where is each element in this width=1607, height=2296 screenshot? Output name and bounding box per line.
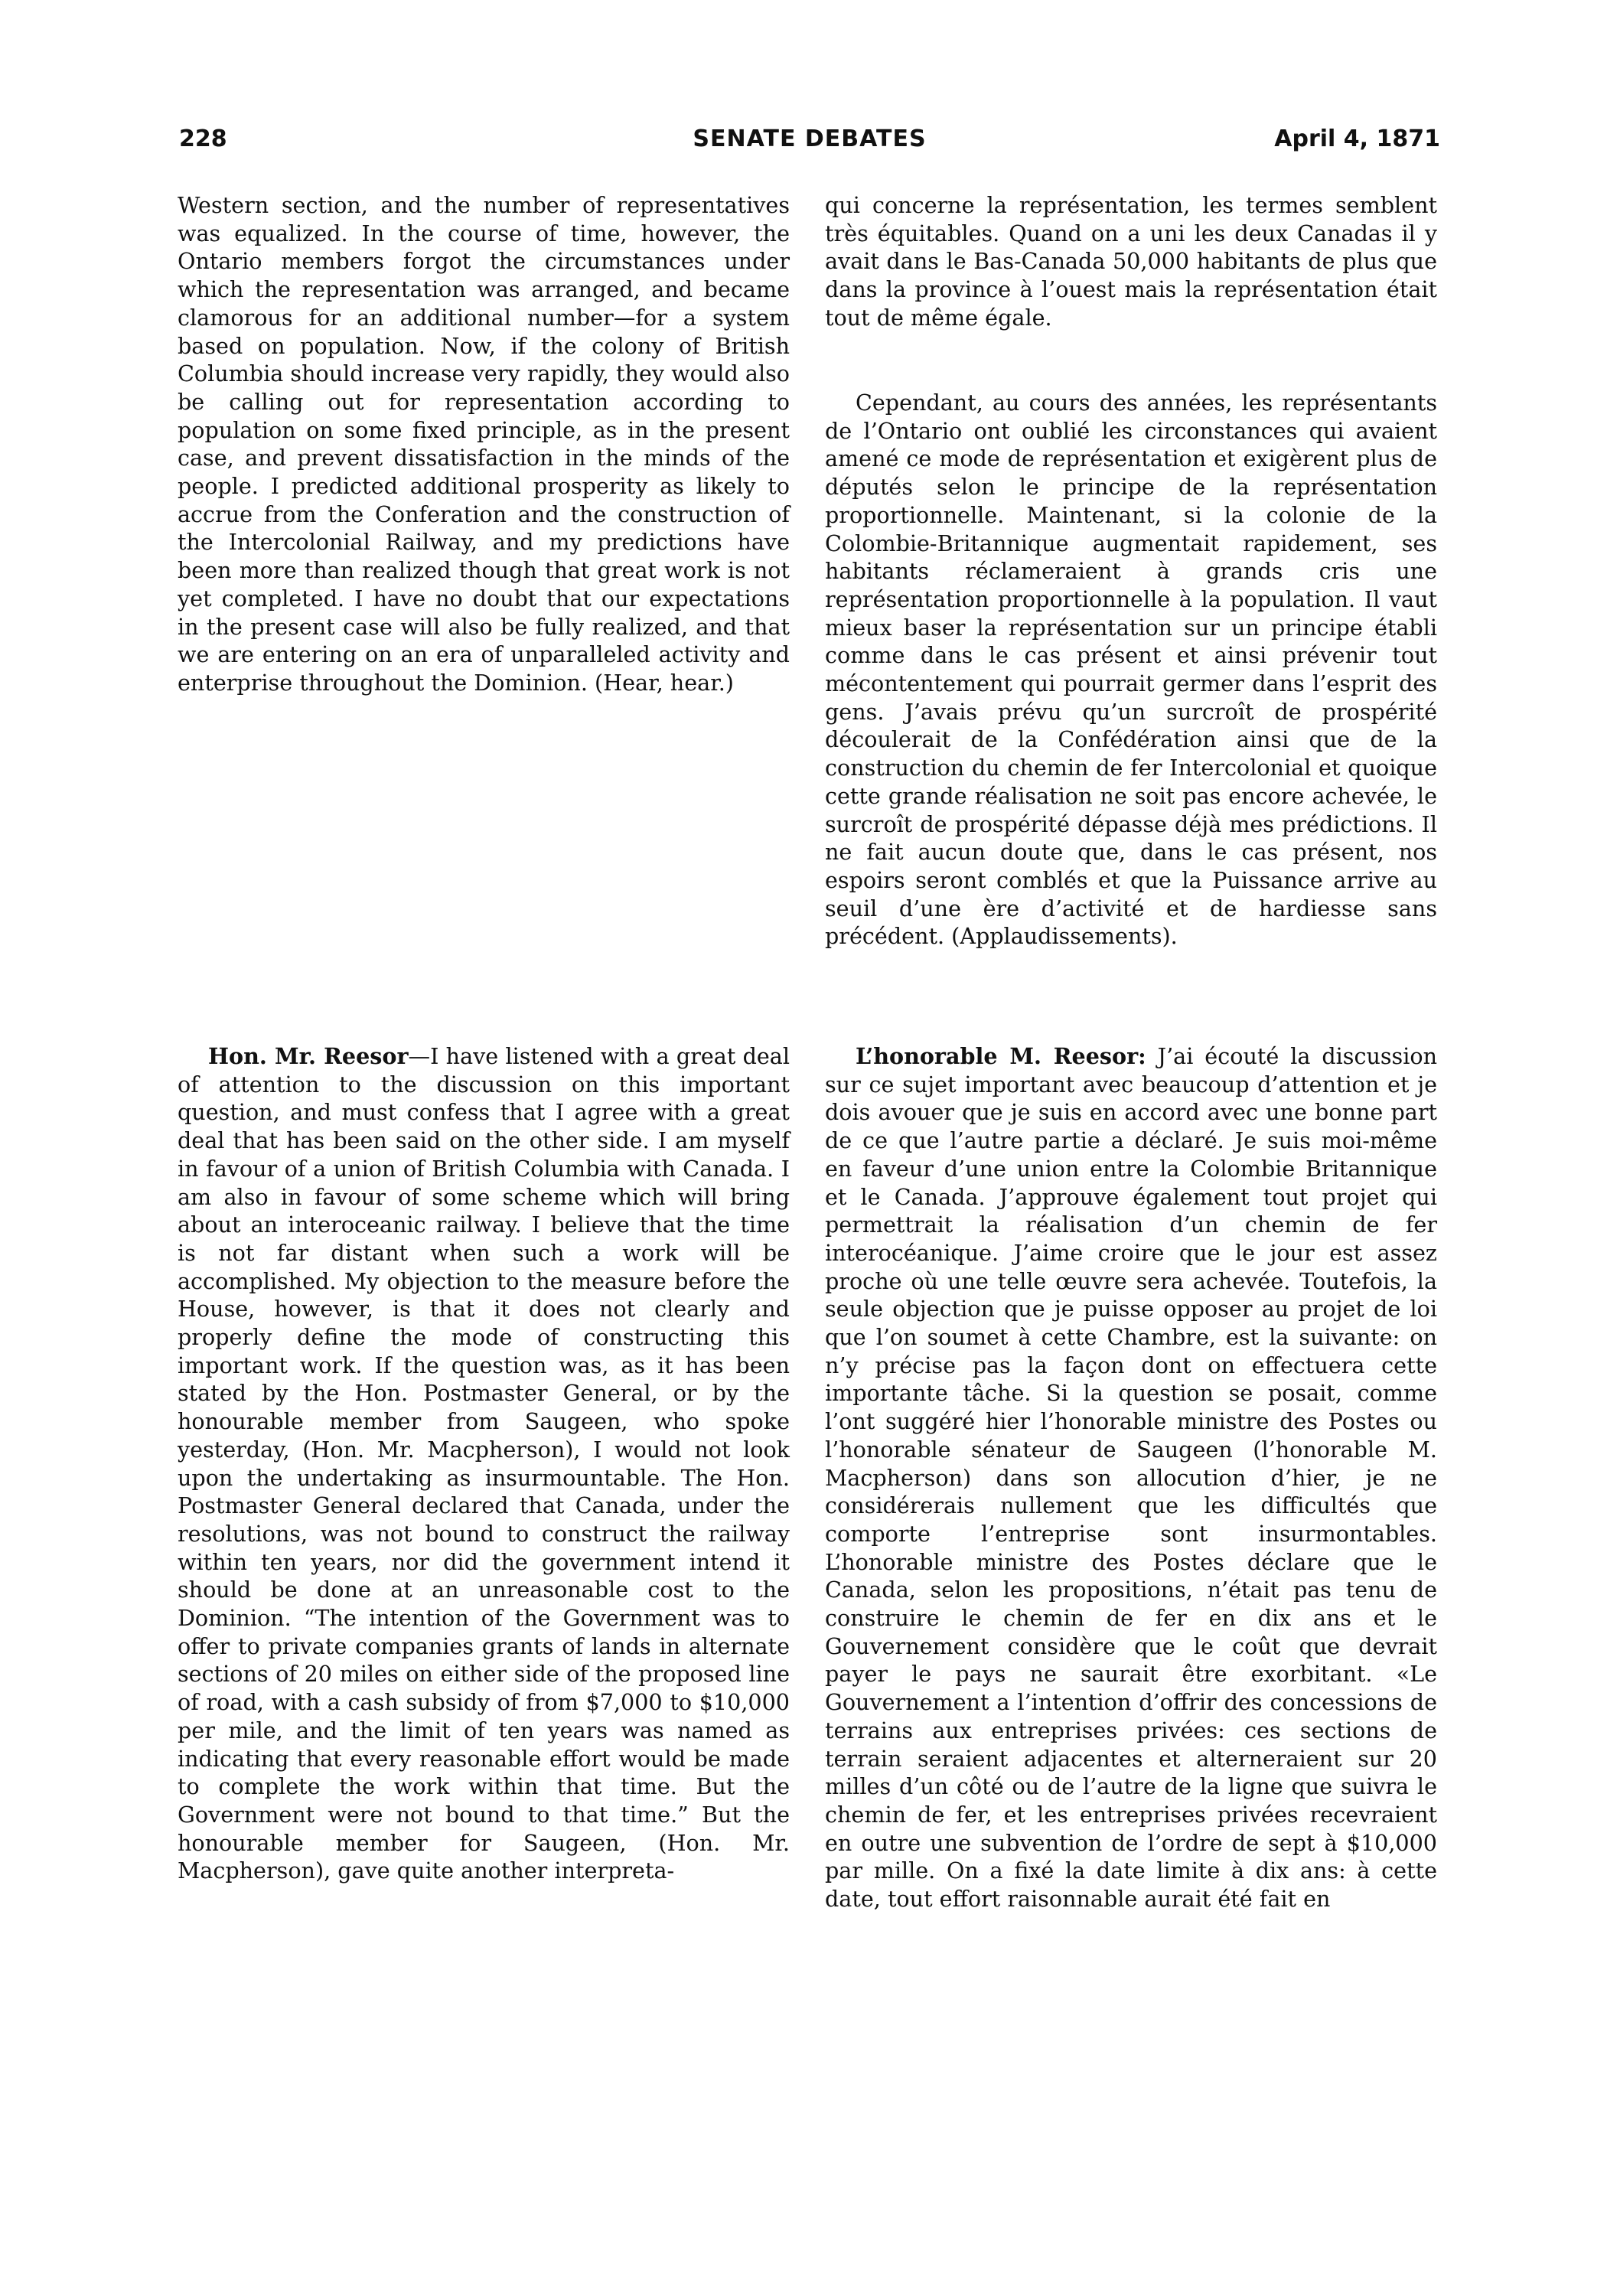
french-speech-paragraph [825, 1042, 1437, 1913]
french-paragraph: qui concerne la représentation, les termes semblent très équitables. Quand on a uni les deux Canadas il y avait dans le Bas-Canada 50,000 habitants de plus que dans la province à l’ouest mais la représentation était tout de même égale. [825, 192, 1437, 331]
running-title: SENATE DEBATES [693, 126, 927, 152]
page-number: 228 [179, 126, 227, 152]
speaker-name: L’honorable M. Reesor: [856, 1043, 1146, 1069]
english-speech-paragraph [178, 1042, 790, 1885]
french-column-paragraph-2 [825, 389, 1437, 951]
speaker-name: Hon. Mr. Reesor [208, 1043, 409, 1069]
french-column-reesor-speech [825, 1042, 1437, 1913]
speech-text: J’ai écouté la discussion sur ce sujet important avec beaucoup d’attention et je dois avouer que je suis en accord avec une bonne part de ce que l’autre partie a déclaré. Je suis moi-même en faveur d’une union entre la Colombie Britannique et le Canada. J’approuve également tout projet qui permettrait la réalisation d’un chemin de fer interocéanique. J’aime croire que le jour est assez proche où une telle œuvre sera achevée. Toutefois, la seule objection que je puisse opposer au projet de loi que l’on soumet à cette Chambre, est la suivante: on n’y précise pas la façon dont on effectuera cette importante tâche. Si la question se posait, comme l’ont suggéré hier l’honorable ministre des Postes ou l’honorable sénateur de Saugeen (l’honorable M. Macpherson) dans son allocution d’hier, je ne considérerais nullement que les difficultés que comporte l’entreprise sont insurmontables. L’honorable ministre des Postes déclare que le Canada, selon les propositions, n’était pas tenu de construire le chemin de fer en dix ans et le Gouvernement considère que le coût que devrait payer le pays ne saurait être exorbitant. «Le Gouvernement a l’intention d’offrir des concessions de terrains aux entreprises privées: ces sections de terrain seraient adjacentes et alterneraient sur 20 milles d’un côté ou de l’autre de la ligne que suivra le chemin de fer, et les entreprises privées recevraient en outre une subvention de l’ordre de sept à $10,000 par mille. On a fixé la date limite à dix ans: à cette date, tout effort raisonnable aurait été fait en [825, 1043, 1437, 1913]
english-paragraph: Western section, and the number of representatives was equalized. In the course of time, however, the Ontario members forgot the circumstances under which the representation was arranged, and became clamorous for an additional number—for a system based on population. Now, if the colony of British Columbia should increase very rapidly, they would also be calling out for representation according to population on some fixed principle, as in the present case, and prevent dissatisfaction in the minds of the people. I predicted additional prosperity as likely to accrue from the Conferation and the construction of the Intercolonial Railway, and my predictions have been more than realized though that great work is not yet completed. I have no doubt that our expectations in the present case will also be fully realized, and that we are entering on an era of unparalleled activity and enterprise throughout the Dominion. (Hear, hear.) [178, 192, 790, 696]
english-column-reesor-speech [178, 1042, 790, 1885]
french-column-continuation [825, 191, 1437, 332]
english-column-continuation [178, 191, 790, 697]
speech-text: —I have listened with a great deal of attention to the discussion on this important question, and must confess that I agree with a great deal that has been said on the other side. I am myself in favour of a union of British Columbia with Canada. I am also in favour of some scheme which will bring about an interoceanic railway. I believe that the time is not far distant when such a work will be accomplished. My objection to the measure before the House, however, is that it does not clearly and properly define the mode of constructing this important work. If the question was, as it has been stated by the Hon. Postmaster General, or by the honourable member from Saugeen, who spoke yesterday, (Hon. Mr. Macpherson), I would not look upon the undertaking as insurmountable. The Hon. Postmaster General declared that Canada, under the resolutions, was not bound to construct the railway within ten years, nor did the government intend it should be done at an unreasonable cost to the Dominion. “The intention of the Government was to offer to private companies grants of lands in alternate sections of 20 miles on either side of the proposed line of road, with a cash subsidy of from $7,000 to $10,000 per mile, and the limit of ten years was named as indicating that every reasonable effort would be made to complete the work within that time. But the Government were not bound to that time.” But the honourable member for Saugeen, (Hon. Mr. Macpherson), gave quite another interpreta- [178, 1043, 790, 1884]
french-paragraph: Cependant, au cours des années, les représentants de l’Ontario ont oublié les circonstances qui avaient amené ce mode de représentation et exigèrent plus de députés selon le principe de la représentation proportionnelle. Maintenant, si la colonie de la Colombie-Britannique augmentait rapidement, ses habitants réclameraient à grands cris une représentation proportionnelle à la population. Il vaut mieux baser la représentation sur un principe établi comme dans le cas présent et ainsi prévenir tout mécontentement qui pourrait germer dans l’esprit des gens. J’avais prévu qu’un surcroît de prospérité découlerait de la Confédération ainsi que de la construction du chemin de fer Intercolonial et quoique cette grande réalisation ne soit pas encore achevée, le surcroît de prospérité dépasse déjà mes prédictions. Il ne fait aucun doute que, dans le cas présent, nos espoirs seront comblés et que la Puissance arrive au seuil d’une ère d’activité et de hardiesse sans précédent. (Applaudissements). [825, 390, 1437, 950]
header-date: April 4, 1871 [1274, 126, 1440, 152]
page-header [179, 122, 1440, 156]
